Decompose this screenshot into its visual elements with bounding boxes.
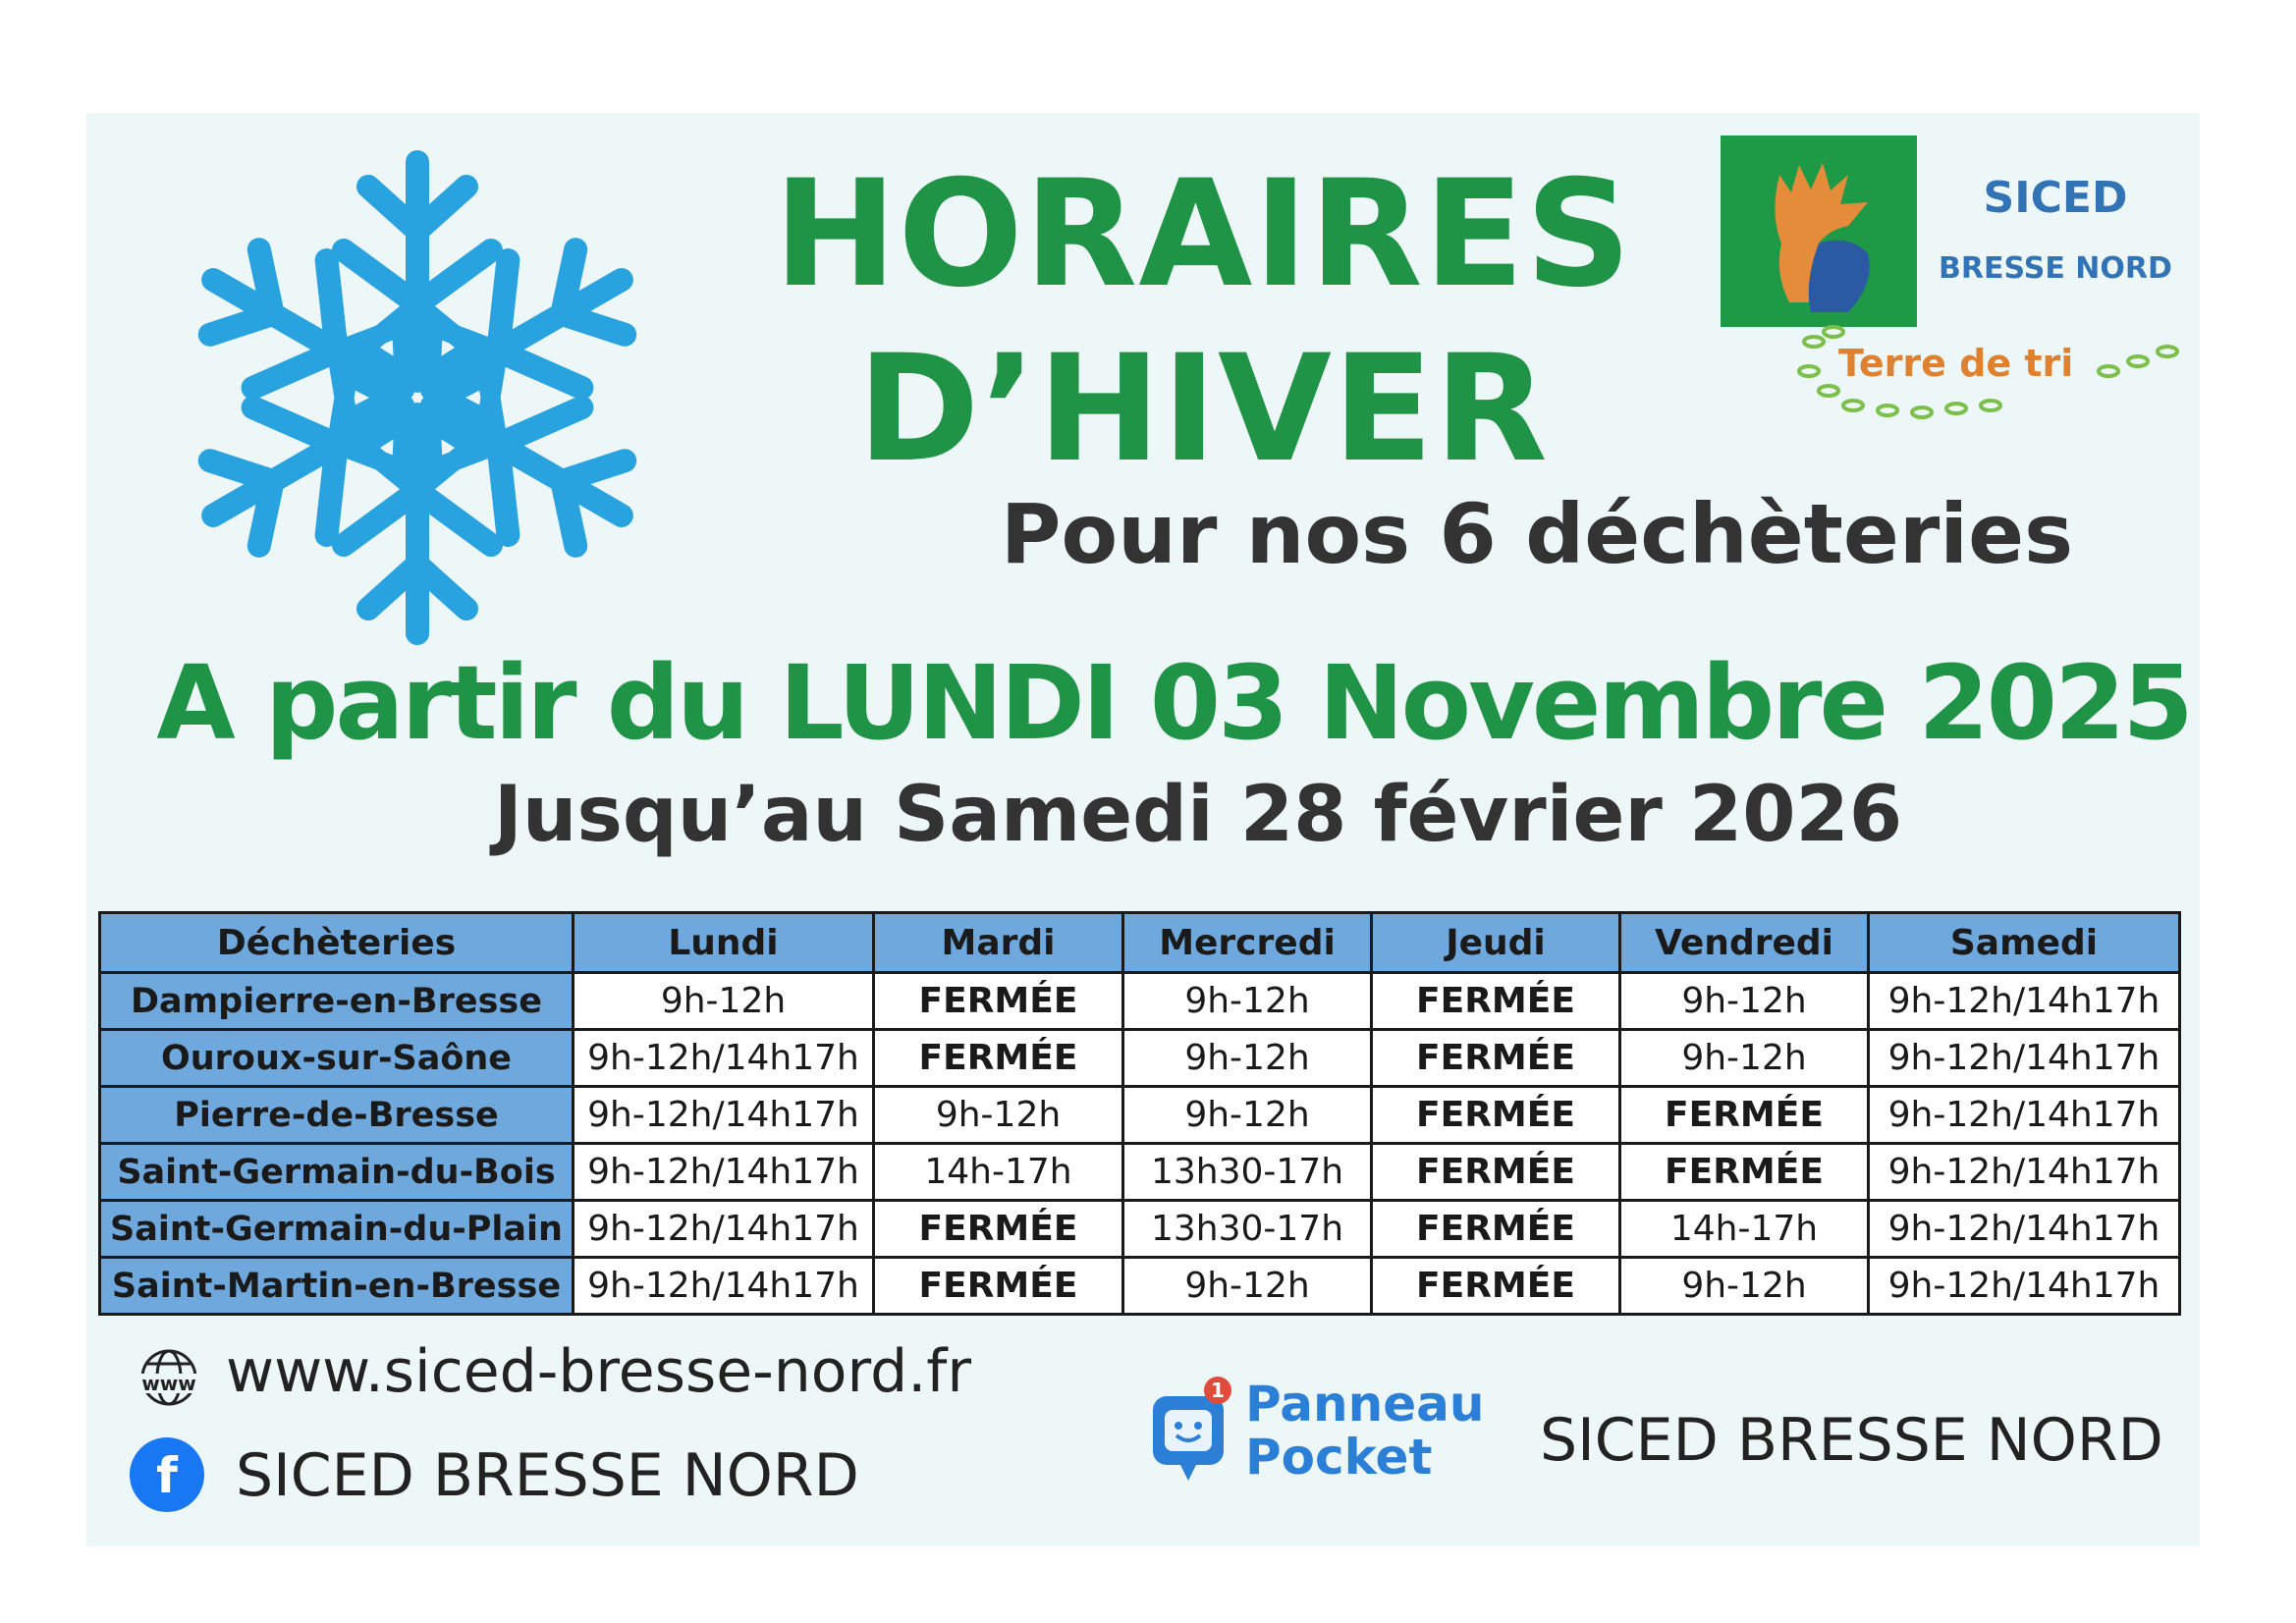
hours-cell: 9h-12h/14h17h xyxy=(574,1144,874,1201)
hours-cell: 9h-12h xyxy=(1123,1087,1372,1144)
logo-sub: BRESSE NORD xyxy=(1939,251,2172,286)
header-mercredi: Mercredi xyxy=(1123,913,1372,973)
hours-cell: 9h-12h xyxy=(1123,1258,1372,1315)
site-name-cell: Pierre-de-Bresse xyxy=(100,1087,574,1144)
hours-cell: 9h-12h/14h17h xyxy=(1869,1030,2180,1087)
hours-cell: 9h-12h/14h17h xyxy=(574,1258,874,1315)
site-name-cell: Saint-Germain-du-Bois xyxy=(100,1144,574,1201)
hours-cell: 13h30-17h xyxy=(1123,1201,1372,1258)
hours-cell: 9h-12h xyxy=(1620,1030,1869,1087)
site-name-cell: Saint-Martin-en-Bresse xyxy=(100,1258,574,1315)
hours-cell: 9h-12h xyxy=(1620,973,1869,1030)
hours-cell: 9h-12h/14h17h xyxy=(1869,1201,2180,1258)
site-name-cell: Saint-Germain-du-Plain xyxy=(100,1201,574,1258)
table-row xyxy=(100,1087,2180,1144)
date-until: Jusqu’au Samedi 28 février 2026 xyxy=(493,771,1903,859)
hours-cell: 13h30-17h xyxy=(1123,1144,1372,1201)
panneau-siced-name: SICED BRESSE NORD xyxy=(1540,1406,2163,1475)
hours-cell: 9h-12h xyxy=(874,1087,1123,1144)
hours-cell: 9h-12h/14h17h xyxy=(1869,1087,2180,1144)
site-name-cell: Ouroux-sur-Saône xyxy=(100,1030,574,1087)
hours-cell: FERMÉE xyxy=(1372,1258,1620,1315)
hours-cell: FERMÉE xyxy=(1372,1030,1620,1087)
snowflake-icon xyxy=(157,147,678,648)
hours-cell: FERMÉE xyxy=(874,1258,1123,1315)
svg-text:1: 1 xyxy=(1211,1379,1225,1402)
hours-cell: 9h-12h/14h17h xyxy=(1869,973,2180,1030)
header-decheteries: Déchèteries xyxy=(100,913,574,973)
hours-cell: 9h-12h xyxy=(1123,973,1372,1030)
panneau-line-1: Panneau xyxy=(1245,1376,1485,1433)
table-body xyxy=(100,973,2180,1315)
facebook-icon xyxy=(128,1435,206,1514)
logo-tagline: Terre de tri xyxy=(1838,342,2074,385)
title-line-2: D’HIVER xyxy=(857,324,1549,495)
hours-cell: FERMÉE xyxy=(1372,1144,1620,1201)
date-from: A partir du LUNDI 03 Novembre 2025 xyxy=(156,643,2191,763)
title-line-1: HORAIRES xyxy=(773,149,1633,320)
header-vendredi: Vendredi xyxy=(1620,913,1869,973)
hours-cell: 9h-12h xyxy=(574,973,874,1030)
table-row xyxy=(100,1144,2180,1201)
header-jeudi: Jeudi xyxy=(1372,913,1620,973)
globe-icon xyxy=(126,1348,212,1407)
hours-cell: 9h-12h/14h17h xyxy=(574,1087,874,1144)
site-name-cell: Dampierre-en-Bresse xyxy=(100,973,574,1030)
hours-cell: FERMÉE xyxy=(1372,1201,1620,1258)
panneau-pocket-label xyxy=(1245,1378,1484,1484)
hours-cell: 9h-12h/14h17h xyxy=(1869,1144,2180,1201)
svg-text:f: f xyxy=(156,1447,178,1504)
website-link[interactable]: www.siced-bresse-nord.fr xyxy=(226,1337,972,1406)
table-row xyxy=(100,1030,2180,1087)
table-row xyxy=(100,1258,2180,1315)
hours-cell: 9h-12h xyxy=(1620,1258,1869,1315)
hours-cell: 9h-12h xyxy=(1123,1030,1372,1087)
hours-cell: FERMÉE xyxy=(874,1201,1123,1258)
hours-cell: FERMÉE xyxy=(1620,1144,1869,1201)
logo-name: SICED xyxy=(1983,173,2128,223)
header-mardi: Mardi xyxy=(874,913,1123,973)
subtitle: Pour nos 6 déchèteries xyxy=(1000,486,2074,582)
hours-cell: FERMÉE xyxy=(1620,1087,1869,1144)
logo-box xyxy=(1721,135,1917,327)
siced-logo xyxy=(1721,135,2187,430)
hours-cell: 9h-12h/14h17h xyxy=(574,1030,874,1087)
panneau-line-2: Pocket xyxy=(1245,1429,1433,1486)
hours-cell: 14h-17h xyxy=(1620,1201,1869,1258)
svg-text:www: www xyxy=(141,1372,196,1395)
hours-cell: FERMÉE xyxy=(1372,973,1620,1030)
hours-cell: 9h-12h/14h17h xyxy=(1869,1258,2180,1315)
table-header-row xyxy=(100,913,2180,973)
hours-cell: FERMÉE xyxy=(874,973,1123,1030)
hours-cell: FERMÉE xyxy=(874,1030,1123,1087)
header-samedi: Samedi xyxy=(1869,913,2180,973)
rooster-logo xyxy=(1721,135,1917,327)
facebook-name[interactable]: SICED BRESSE NORD xyxy=(236,1441,859,1510)
table-row xyxy=(100,973,2180,1030)
hours-cell: FERMÉE xyxy=(1372,1087,1620,1144)
hours-cell: 9h-12h/14h17h xyxy=(574,1201,874,1258)
page-title xyxy=(722,147,1684,497)
table-row xyxy=(100,1201,2180,1258)
hours-cell: 14h-17h xyxy=(874,1144,1123,1201)
header-lundi: Lundi xyxy=(574,913,874,973)
panneau-pocket-icon xyxy=(1149,1375,1233,1492)
schedule-table xyxy=(98,911,2181,1316)
